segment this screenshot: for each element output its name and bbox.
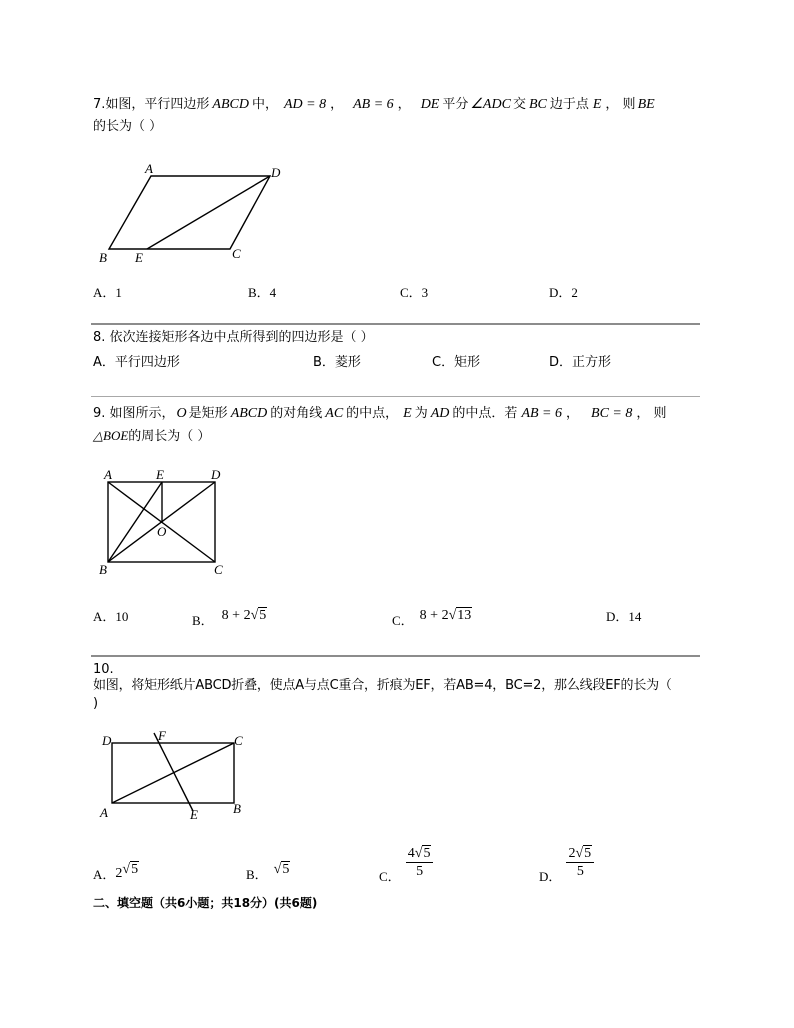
q9-option-b[interactable]	[192, 604, 267, 628]
q10-number: 10.	[93, 662, 114, 677]
q7-text: ，	[397, 97, 411, 112]
q10-option-c[interactable]	[379, 845, 433, 884]
q9-option-c[interactable]	[392, 604, 472, 628]
q9-stem-line2	[93, 428, 210, 445]
q10-option-d-fraction	[566, 845, 594, 880]
divider	[91, 396, 700, 397]
q9-math: O	[176, 406, 187, 421]
q10-crease-ef	[154, 733, 193, 811]
q9-option-c-radicand: 13	[457, 608, 472, 623]
q10-label-d: D	[102, 733, 112, 748]
q10-stem-line1: 如图，将矩形纸片ABCD折叠，使点A与点C重合，折痕为EF，若AB=4，BC=2，那么线段EF的长为（	[93, 678, 672, 693]
q9-label-c: C	[214, 562, 223, 577]
numerator-coef: 2	[568, 846, 576, 861]
numerator-radicand: 5	[584, 846, 592, 861]
numerator-coef: 4	[407, 846, 415, 861]
q9-option-c-expr: 8 + 2	[419, 608, 449, 623]
q10-label-c: C	[234, 733, 243, 748]
q10-stem-line2: )	[93, 696, 99, 711]
q9-option-b-radicand: 5	[259, 608, 267, 623]
q7-text: 中，	[251, 97, 278, 112]
q9-text: 的对角线	[270, 406, 323, 421]
q10-option-d[interactable]	[539, 845, 594, 884]
q7-math: AD = 8	[283, 97, 327, 112]
numerator-radicand: 5	[423, 846, 431, 861]
q10-diagonal-ac	[112, 743, 234, 803]
sqrt-icon: √	[414, 846, 423, 861]
q7-label-c: C	[232, 246, 241, 261]
q9-text: 为	[414, 406, 428, 421]
q9-math: AD	[430, 406, 450, 421]
q7-figure	[90, 158, 300, 268]
q9-option-c-label: C．	[392, 613, 414, 628]
q9-option-a[interactable]: A．10	[93, 609, 129, 624]
q9-math: BC = 8	[591, 406, 633, 421]
q10-label-f: F	[158, 728, 166, 743]
sqrt-icon: √	[250, 608, 259, 623]
q7-math: AB = 6	[353, 97, 394, 112]
q10-option-a-coef: 2	[115, 866, 123, 881]
q10-label-a: A	[100, 805, 108, 820]
q7-math: ABCD	[212, 97, 249, 112]
q9-math: △BOE	[93, 428, 129, 443]
q9-text: 的中点，	[346, 406, 399, 421]
q10-option-b-radicand: 5	[282, 862, 290, 877]
q7-math: BC	[528, 97, 547, 112]
q8-option-d[interactable]: D．正方形	[549, 355, 612, 370]
q9-text: ， 则	[636, 406, 667, 421]
q10-option-b-label: B．	[246, 867, 268, 882]
q9-option-b-expr: 8 + 2	[221, 608, 251, 623]
q9-text: 的周长为（ ）	[128, 429, 211, 444]
q7-parallelogram	[109, 176, 270, 249]
q9-label-d: D	[211, 467, 221, 482]
q7-label-e: E	[135, 250, 143, 265]
q9-label-e: E	[156, 467, 164, 482]
q9-figure	[96, 466, 236, 582]
q9-segment-be	[108, 482, 162, 562]
sqrt-icon: √	[448, 608, 457, 623]
q7-math: BE	[637, 97, 655, 112]
q9-math: AC	[325, 406, 344, 421]
fraction-numerator	[566, 845, 594, 863]
section2-heading: 二、填空题（共6小题；共18分）(共6题)	[93, 896, 318, 910]
divider	[91, 655, 700, 657]
divider	[91, 323, 700, 325]
q9-math: AB = 6	[521, 406, 562, 421]
q8-option-b[interactable]: B．菱形	[313, 355, 361, 370]
q9-label-b: B	[99, 562, 107, 577]
q10-option-a[interactable]	[93, 858, 139, 882]
q10-option-b[interactable]	[246, 858, 290, 882]
q7-option-b[interactable]: B．4	[248, 285, 277, 300]
q7-text: 7.如图，平行四边形	[93, 97, 210, 112]
q7-option-d[interactable]: D．2	[549, 285, 578, 300]
q9-text: ，	[566, 406, 580, 421]
q10-figure	[96, 728, 256, 824]
fraction-denominator: 5	[576, 864, 584, 879]
q7-option-c[interactable]: C．3	[400, 285, 429, 300]
q10-option-a-label: A．	[93, 867, 116, 882]
q9-option-b-label: B．	[192, 613, 214, 628]
q9-text: 的中点．若	[452, 406, 518, 421]
q9-text: 9. 如图所示，	[93, 406, 175, 421]
q10-option-a-radicand: 5	[131, 862, 139, 877]
q7-text: 平分	[442, 97, 469, 112]
q10-label-b: B	[233, 801, 241, 816]
q9-stem-line1	[93, 406, 667, 422]
fraction-numerator	[406, 845, 434, 863]
q7-label-b: B	[99, 250, 107, 265]
sqrt-icon: √	[122, 862, 131, 877]
q7-option-a[interactable]: A．1	[93, 285, 122, 300]
q8-option-c[interactable]: C．矩形	[432, 355, 481, 370]
q9-math: E	[403, 406, 412, 421]
q7-label-d: D	[271, 165, 281, 180]
q10-option-c-label: C．	[379, 869, 401, 884]
q7-stem-line1	[93, 97, 655, 113]
q7-label-a: A	[145, 161, 153, 176]
q7-math: E	[592, 97, 602, 112]
q7-text: ， 则	[605, 97, 636, 112]
q9-label-o: O	[157, 524, 167, 539]
q9-math: ABCD	[230, 406, 268, 421]
q7-segment-de	[147, 176, 270, 249]
q8-option-a[interactable]: A．平行四边形	[93, 355, 180, 370]
fraction-denominator: 5	[416, 864, 424, 879]
q9-option-d[interactable]: D．14	[606, 609, 642, 624]
q7-math: ∠ADC	[470, 97, 511, 112]
q10-label-e: E	[190, 807, 198, 822]
q7-text: ，	[330, 97, 344, 112]
sqrt-icon: √	[575, 846, 584, 861]
q7-math: DE	[420, 97, 440, 112]
sqrt-icon: √	[273, 862, 282, 877]
q7-text: 边于点	[549, 97, 589, 112]
q9-text: 是矩形	[188, 406, 228, 421]
q10-option-c-fraction	[406, 845, 434, 880]
q9-label-a: A	[104, 467, 112, 482]
q10-option-d-label: D．	[539, 869, 562, 884]
q8-stem: 8. 依次连接矩形各边中点所得到的四边形是（ ）	[93, 330, 374, 345]
q7-stem-line2: 的长为（ ）	[93, 119, 163, 134]
q7-text: 交	[512, 97, 526, 112]
